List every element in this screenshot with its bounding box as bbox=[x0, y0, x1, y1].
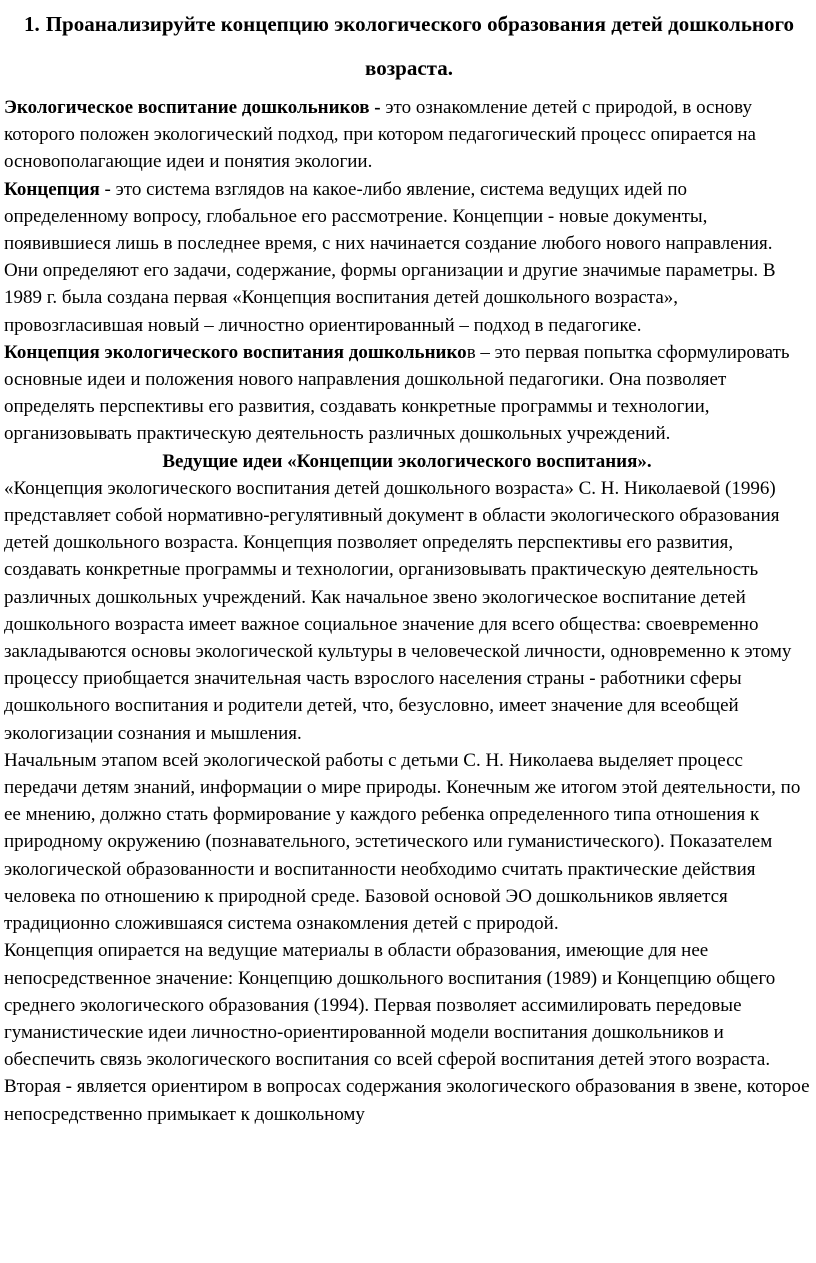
definition-text: - это система взглядов на какое-либо явление, система ведущих идей по определенному вопросу, глобальное его рассмотрение. Концепции - новые документы, появившиеся лишь в последнее время, с них начинается создание любого нового направления. Они определяют его задачи, содержание, формы организации и другие значимые параметры. В 1989 г. была создана первая «Концепция воспитания детей дошкольного возраста», провозгласившая новый – личностно ориентированный – подход в педагогике. bbox=[4, 178, 776, 336]
section-subheading: Ведущие идеи «Концепции экологического воспитания». bbox=[162, 450, 652, 472]
definition-paragraph-ecological-education bbox=[4, 94, 810, 176]
definition-paragraph-concept bbox=[4, 176, 810, 339]
term-ecological-concept: Концепция экологического воспитания дошкольнико bbox=[4, 341, 467, 363]
definition-text: в – это первая попытка сформулировать основные идеи и положения нового направления дошкольной педагогики. Она позволяет определять перспективы его развития, создавать конкретные программы и технологии, организовывать практическую деятельность различных дошкольных учреждений. bbox=[4, 341, 790, 445]
body-paragraph: «Концепция экологического воспитания детей дошкольного возраста» С. Н. Николаевой (1996) представляет собой нормативно-регулятивный документ в области экологического образования детей дошкольного возраста. Концепция позволяет определять перспективы его развития, создавать конкретные программы и технологии, организовывать практическую деятельность различных дошкольных учреждений. Как начальное звено экологическое воспитание детей дошкольного возраста имеет важное социальное значение для всего общества: своевременно закладываются основы экологической культуры в человеческой личности, одновременно к этому процессу приобщается значительная часть взрослого населения страны - работники сферы дошкольного воспитания и родители детей, что, безусловно, имеет значение для всеобщей экологизации сознания и мышления. bbox=[4, 477, 792, 744]
title-text: Проанализируйте концепцию экологического образования детей дошкольного возраста. bbox=[45, 12, 795, 80]
body-paragraph: Концепция опирается на ведущие материалы в области образования, имеющие для нее непосредственное значение: Концепцию дошкольного воспитания (1989) и Концепцию общего среднего экологического образования (1994). Первая позволяет ассимилировать передовые гуманистические идеи личностно-ориентированной модели воспитания дошкольников и обеспечить связь экологического воспитания со всей сферой воспитания детей этого возраста. Вторая - является ориентиром в вопросах содержания экологического образования в звене, которое непосредственно примыкает к дошкольному bbox=[4, 940, 810, 1125]
body-paragraph: Начальным этапом всей экологической работы с детьми С. Н. Николаева выделяет процесс передачи детям знаний, информации о мире природы. Конечным же итогом этой деятельности, по ее мнению, должно стать формирование у каждого ребенка определенного типа отношения к природному окружению (познавательного, эстетического или гуманистического). Показателем экологической образованности и воспитанности необходимо считать практические действия человека по отношению к природной среде. Базовой основой ЭО дошкольников является традиционно сложившаяся система ознакомления детей с природой. bbox=[4, 749, 801, 935]
title-number: 1. bbox=[23, 12, 40, 36]
term-concept: Концепция bbox=[4, 178, 100, 200]
term-ecological-education: Экологическое воспитание дошкольников - bbox=[4, 97, 381, 118]
definition-paragraph-ecological-concept bbox=[4, 339, 810, 448]
document-title bbox=[4, 2, 810, 90]
definition-text: это ознакомление детей с природой, в основу которого положен экологический подход, при котором педагогический процесс опирается на основополагающие идеи и понятия экологии. bbox=[4, 97, 756, 173]
